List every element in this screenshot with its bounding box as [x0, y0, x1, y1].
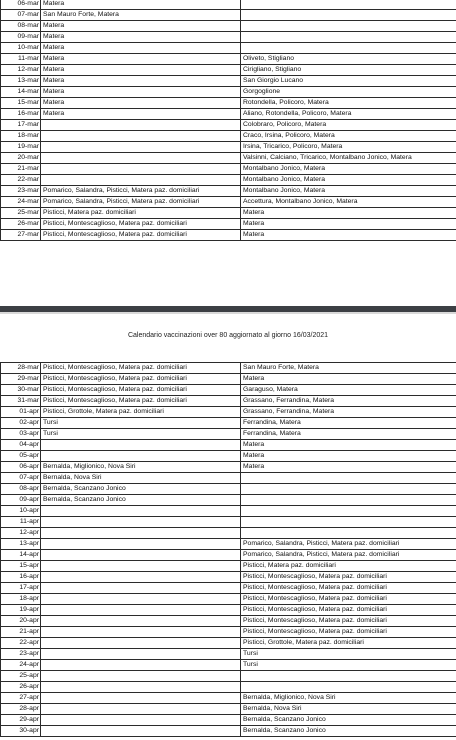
date-cell: 03-apr	[1, 429, 41, 440]
date-cell: 13-mar	[1, 76, 41, 87]
location-cell-a: Tursi	[41, 418, 241, 429]
location-cell-a	[41, 638, 241, 649]
location-cell-a	[41, 550, 241, 561]
location-cell-a	[41, 660, 241, 671]
location-cell-a	[41, 627, 241, 638]
location-cell-a	[41, 164, 241, 175]
table-row	[1, 120, 456, 131]
location-cell-b: Matera	[241, 219, 456, 230]
date-cell: 28-mar	[1, 363, 41, 374]
date-cell: 17-apr	[1, 583, 41, 594]
table-row	[1, 451, 456, 462]
table-row	[1, 65, 456, 76]
date-cell: 29-mar	[1, 374, 41, 385]
location-cell-b: Bernalda, Nova Siri	[241, 704, 456, 715]
table-row	[1, 197, 456, 208]
table-row	[1, 0, 456, 10]
date-cell: 20-mar	[1, 153, 41, 164]
location-cell-a: Matera	[41, 98, 241, 109]
location-cell-b	[241, 506, 456, 517]
location-cell-a	[41, 539, 241, 550]
date-cell: 22-apr	[1, 638, 41, 649]
date-cell: 29-apr	[1, 715, 41, 726]
table-row	[1, 87, 456, 98]
table-row	[1, 374, 456, 385]
date-cell: 12-mar	[1, 65, 41, 76]
table-row	[1, 462, 456, 473]
table-row	[1, 363, 456, 374]
date-cell: 11-apr	[1, 517, 41, 528]
date-cell: 02-apr	[1, 418, 41, 429]
location-cell-b	[241, 32, 456, 43]
location-cell-a	[41, 649, 241, 660]
date-cell: 19-mar	[1, 142, 41, 153]
table-row	[1, 407, 456, 418]
date-cell: 21-mar	[1, 164, 41, 175]
table-row	[1, 175, 456, 186]
location-cell-b: Gorgoglione	[241, 87, 456, 98]
table-row	[1, 550, 456, 561]
location-cell-b	[241, 671, 456, 682]
location-cell-a	[41, 175, 241, 186]
schedule-table-top-body	[1, 0, 456, 241]
table-row	[1, 539, 456, 550]
location-cell-b: Irsina, Tricarico, Policoro, Matera	[241, 142, 456, 153]
location-cell-a	[41, 528, 241, 539]
date-cell: 11-mar	[1, 54, 41, 65]
location-cell-a	[41, 693, 241, 704]
table-row	[1, 715, 456, 726]
location-cell-a: Pisticci, Montescaglioso, Matera paz. domiciliari	[41, 230, 241, 241]
date-cell: 24-mar	[1, 197, 41, 208]
location-cell-b	[241, 43, 456, 54]
location-cell-b: Montalbano Jonico, Matera	[241, 164, 456, 175]
date-cell: 26-apr	[1, 682, 41, 693]
location-cell-a: Matera	[41, 109, 241, 120]
date-cell: 07-apr	[1, 473, 41, 484]
schedule-table-bottom-body	[1, 363, 456, 737]
location-cell-b: San Mauro Forte, Matera	[241, 363, 456, 374]
table-row	[1, 594, 456, 605]
table-row	[1, 517, 456, 528]
location-cell-b: Tursi	[241, 649, 456, 660]
date-cell: 16-mar	[1, 109, 41, 120]
date-cell: 31-mar	[1, 396, 41, 407]
table-row	[1, 649, 456, 660]
location-cell-b: Ferrandina, Matera	[241, 418, 456, 429]
location-cell-b: Matera	[241, 462, 456, 473]
table-row	[1, 43, 456, 54]
table-row	[1, 616, 456, 627]
location-cell-a: Tursi	[41, 429, 241, 440]
table-row	[1, 54, 456, 65]
location-cell-a: Matera	[41, 65, 241, 76]
table-row	[1, 385, 456, 396]
table-row	[1, 76, 456, 87]
location-cell-a	[41, 142, 241, 153]
date-cell: 21-apr	[1, 627, 41, 638]
date-cell: 14-mar	[1, 87, 41, 98]
date-cell: 09-mar	[1, 32, 41, 43]
location-cell-a	[41, 440, 241, 451]
location-cell-b: Accettura, Montalbano Jonico, Matera	[241, 197, 456, 208]
location-cell-a: Pisticci, Montescaglioso, Matera paz. domiciliari	[41, 374, 241, 385]
date-cell: 27-mar	[1, 230, 41, 241]
table-row	[1, 208, 456, 219]
location-cell-a	[41, 704, 241, 715]
table-row	[1, 230, 456, 241]
table-row	[1, 605, 456, 616]
table-row	[1, 418, 456, 429]
location-cell-a: Matera	[41, 43, 241, 54]
date-cell: 04-apr	[1, 440, 41, 451]
location-cell-b: Cirigliano, Stigliano	[241, 65, 456, 76]
table-row	[1, 429, 456, 440]
date-cell: 17-mar	[1, 120, 41, 131]
date-cell: 13-apr	[1, 539, 41, 550]
table-row	[1, 109, 456, 120]
schedule-table-top	[0, 0, 456, 241]
table-row	[1, 704, 456, 715]
date-cell: 24-apr	[1, 660, 41, 671]
location-cell-a	[41, 517, 241, 528]
table-row	[1, 153, 456, 164]
table-row	[1, 726, 456, 737]
date-cell: 28-apr	[1, 704, 41, 715]
table-row	[1, 10, 456, 21]
location-cell-a: Matera	[41, 32, 241, 43]
location-cell-b: Matera	[241, 208, 456, 219]
location-cell-a	[41, 451, 241, 462]
date-cell: 19-apr	[1, 605, 41, 616]
table-row	[1, 32, 456, 43]
location-cell-b: Ferrandina, Matera	[241, 429, 456, 440]
date-cell: 20-apr	[1, 616, 41, 627]
date-cell: 23-apr	[1, 649, 41, 660]
location-cell-a	[41, 120, 241, 131]
location-cell-b: San Giorgio Lucano	[241, 76, 456, 87]
date-cell: 22-mar	[1, 175, 41, 186]
table-row	[1, 396, 456, 407]
location-cell-a: Pomarico, Salandra, Pisticci, Matera paz. domiciliari	[41, 186, 241, 197]
page-separator-shadow	[0, 312, 456, 314]
location-cell-b	[241, 10, 456, 21]
location-cell-b: Rotondella, Policoro, Matera	[241, 98, 456, 109]
location-cell-b: Bernalda, Scanzano Jonico	[241, 715, 456, 726]
date-cell: 10-mar	[1, 43, 41, 54]
date-cell: 16-apr	[1, 572, 41, 583]
table-row	[1, 473, 456, 484]
location-cell-b: Valsinni, Calciano, Tricarico, Montalbano Jonico, Matera	[241, 153, 456, 164]
date-cell: 12-apr	[1, 528, 41, 539]
location-cell-b	[241, 517, 456, 528]
location-cell-a: Matera	[41, 54, 241, 65]
date-cell: 26-mar	[1, 219, 41, 230]
date-cell: 14-apr	[1, 550, 41, 561]
location-cell-b: Montalbano Jonico, Matera	[241, 175, 456, 186]
date-cell: 25-apr	[1, 671, 41, 682]
location-cell-a: Matera	[41, 76, 241, 87]
location-cell-b: Pomarico, Salandra, Pisticci, Matera paz. domiciliari	[241, 539, 456, 550]
location-cell-a: Pisticci, Grottole, Matera paz. domiciliari	[41, 407, 241, 418]
table-row	[1, 561, 456, 572]
location-cell-a: San Mauro Forte, Matera	[41, 10, 241, 21]
date-cell: 15-mar	[1, 98, 41, 109]
location-cell-a	[41, 594, 241, 605]
location-cell-a: Bernalda, Nova Siri	[41, 473, 241, 484]
location-cell-b: Craco, Irsina, Policoro, Matera	[241, 131, 456, 142]
location-cell-a	[41, 506, 241, 517]
table-row	[1, 627, 456, 638]
location-cell-b: Matera	[241, 230, 456, 241]
location-cell-a: Bernalda, Miglionico, Nova Siri	[41, 462, 241, 473]
table-row	[1, 660, 456, 671]
location-cell-b: Garaguso, Matera	[241, 385, 456, 396]
date-cell: 15-apr	[1, 561, 41, 572]
location-cell-a: Pisticci, Matera paz. domiciliari	[41, 208, 241, 219]
table-row	[1, 131, 456, 142]
location-cell-b: Bernalda, Miglionico, Nova Siri	[241, 693, 456, 704]
date-cell: 27-apr	[1, 693, 41, 704]
date-cell: 06-mar	[1, 0, 41, 10]
location-cell-b: Montalbano Jonico, Matera	[241, 186, 456, 197]
table-row	[1, 219, 456, 230]
location-cell-a: Pisticci, Montescaglioso, Matera paz. domiciliari	[41, 396, 241, 407]
location-cell-b: Pisticci, Montescaglioso, Matera paz. domiciliari	[241, 627, 456, 638]
location-cell-a	[41, 561, 241, 572]
table-row	[1, 142, 456, 153]
table-row	[1, 638, 456, 649]
location-cell-b: Pisticci, Montescaglioso, Matera paz. domiciliari	[241, 594, 456, 605]
location-cell-a: Pisticci, Montescaglioso, Matera paz. domiciliari	[41, 363, 241, 374]
date-cell: 18-mar	[1, 131, 41, 142]
location-cell-a	[41, 671, 241, 682]
table-row	[1, 583, 456, 594]
table-row	[1, 21, 456, 32]
location-cell-b: Pisticci, Matera paz. domiciliari	[241, 561, 456, 572]
location-cell-b: Aliano, Rotondella, Policoro, Matera	[241, 109, 456, 120]
date-cell: 23-mar	[1, 186, 41, 197]
location-cell-b	[241, 495, 456, 506]
table-row	[1, 671, 456, 682]
date-cell: 07-mar	[1, 10, 41, 21]
date-cell: 18-apr	[1, 594, 41, 605]
location-cell-a: Matera	[41, 21, 241, 32]
date-cell: 05-apr	[1, 451, 41, 462]
table-row	[1, 693, 456, 704]
page-caption: Calendario vaccinazioni over 80 aggiornato al giorno 16/03/2021	[127, 332, 329, 339]
location-cell-b: Tursi	[241, 660, 456, 671]
table-row	[1, 572, 456, 583]
location-cell-a	[41, 605, 241, 616]
location-cell-a: Pisticci, Montescaglioso, Matera paz. domiciliari	[41, 219, 241, 230]
table-row	[1, 528, 456, 539]
date-cell: 08-apr	[1, 484, 41, 495]
location-cell-a	[41, 153, 241, 164]
location-cell-b: Matera	[241, 374, 456, 385]
date-cell: 09-apr	[1, 495, 41, 506]
location-cell-a	[41, 583, 241, 594]
table-row	[1, 186, 456, 197]
location-cell-b: Pisticci, Montescaglioso, Matera paz. domiciliari	[241, 616, 456, 627]
location-cell-a: Pisticci, Montescaglioso, Matera paz. domiciliari	[41, 385, 241, 396]
date-cell: 01-apr	[1, 407, 41, 418]
location-cell-a	[41, 715, 241, 726]
location-cell-b	[241, 0, 456, 10]
location-cell-a: Matera	[41, 87, 241, 98]
location-cell-a: Pomarico, Salandra, Pisticci, Matera paz. domiciliari	[41, 197, 241, 208]
location-cell-a	[41, 572, 241, 583]
date-cell: 30-mar	[1, 385, 41, 396]
location-cell-a	[41, 131, 241, 142]
table-row	[1, 484, 456, 495]
location-cell-b: Matera	[241, 451, 456, 462]
location-cell-a	[41, 616, 241, 627]
location-cell-b: Pisticci, Grottole, Matera paz. domiciliari	[241, 638, 456, 649]
date-cell: 06-apr	[1, 462, 41, 473]
location-cell-b	[241, 473, 456, 484]
location-cell-b: Colobraro, Policoro, Matera	[241, 120, 456, 131]
location-cell-a	[41, 726, 241, 737]
location-cell-b	[241, 528, 456, 539]
table-row	[1, 506, 456, 517]
location-cell-b: Pisticci, Montescaglioso, Matera paz. domiciliari	[241, 605, 456, 616]
location-cell-b	[241, 484, 456, 495]
date-cell: 30-apr	[1, 726, 41, 737]
table-row	[1, 98, 456, 109]
table-row	[1, 440, 456, 451]
schedule-table-bottom	[0, 362, 456, 737]
location-cell-a: Bernalda, Scanzano Jonico	[41, 484, 241, 495]
date-cell: 10-apr	[1, 506, 41, 517]
location-cell-a: Bernalda, Scanzano Jonico	[41, 495, 241, 506]
location-cell-b: Pisticci, Montescaglioso, Matera paz. domiciliari	[241, 583, 456, 594]
date-cell: 08-mar	[1, 21, 41, 32]
location-cell-a: Matera	[41, 0, 241, 10]
date-cell: 25-mar	[1, 208, 41, 219]
location-cell-b: Grassano, Ferrandina, Matera	[241, 396, 456, 407]
location-cell-b	[241, 21, 456, 32]
location-cell-b	[241, 682, 456, 693]
table-row	[1, 164, 456, 175]
location-cell-b: Grassano, Ferrandina, Matera	[241, 407, 456, 418]
location-cell-b: Pomarico, Salandra, Pisticci, Matera paz. domiciliari	[241, 550, 456, 561]
location-cell-a	[41, 682, 241, 693]
table-row	[1, 682, 456, 693]
location-cell-b: Oliveto, Stigliano	[241, 54, 456, 65]
table-row	[1, 495, 456, 506]
location-cell-b: Pisticci, Montescaglioso, Matera paz. domiciliari	[241, 572, 456, 583]
location-cell-b: Matera	[241, 440, 456, 451]
location-cell-b: Bernalda, Scanzano Jonico	[241, 726, 456, 737]
